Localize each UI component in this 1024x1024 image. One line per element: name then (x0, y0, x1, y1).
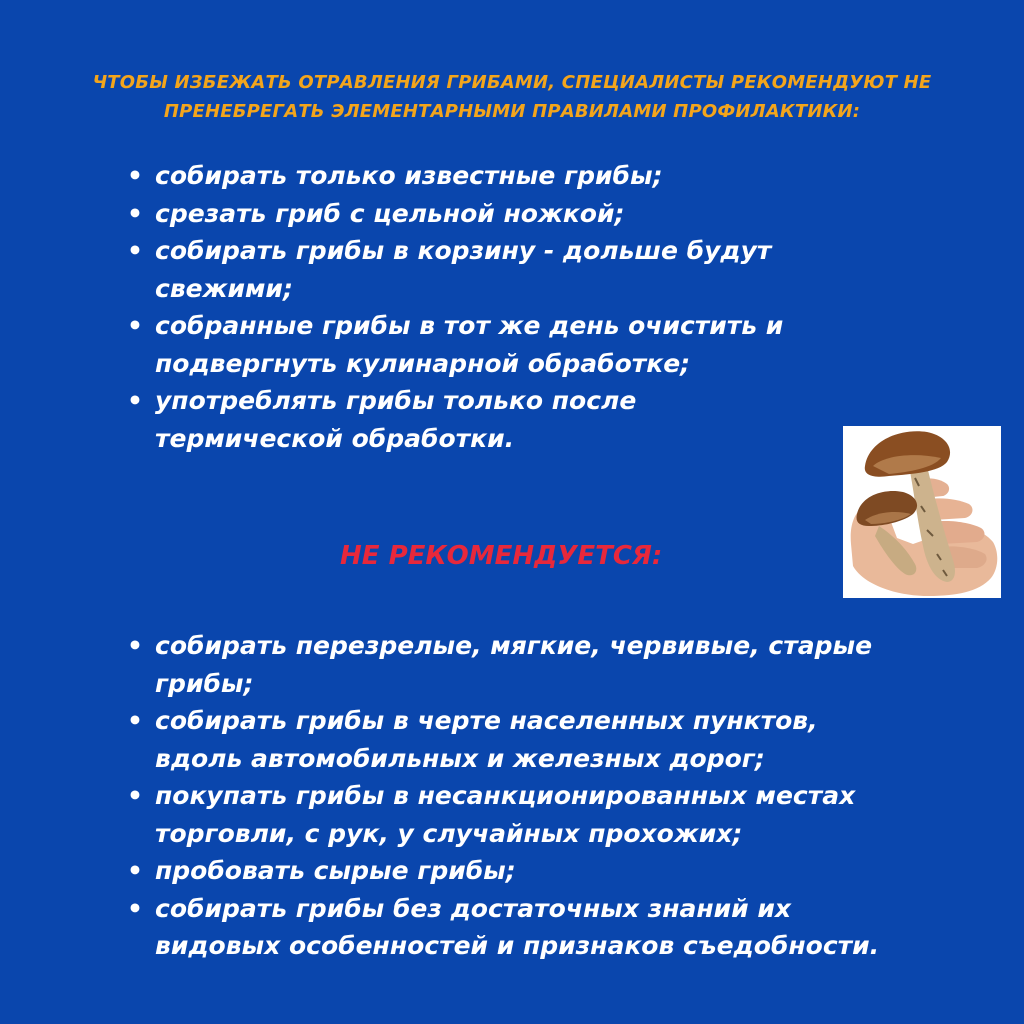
recommended-list (125, 157, 845, 457)
list-item-line: подвергнуть кулинарной обработке; (155, 348, 691, 378)
list-item (125, 852, 935, 890)
list-item-line: собирать грибы в корзину - дольше будут (155, 236, 772, 265)
list-item-line: покупать грибы в несанкционированных местах (155, 781, 856, 810)
list-item-line: торговли, с рук, у случайных прохожих; (155, 818, 743, 848)
list-item-line: собранные грибы в тот же день очистить и (155, 311, 784, 340)
list-item (125, 232, 845, 307)
list-item-line: собирать только известные грибы; (155, 161, 663, 190)
bullet-icon: • (127, 856, 143, 885)
list-item-line: вдоль автомобильных и железных дорог; (155, 743, 765, 773)
list-item-line: видовых особенностей и признаков съедобности. (155, 931, 880, 960)
list-item-line: грибы; (155, 668, 254, 698)
bullet-icon: • (127, 386, 143, 415)
mushroom-photo (843, 426, 1001, 598)
bullet-icon: • (127, 631, 143, 660)
list-item (125, 195, 845, 233)
list-item (125, 702, 935, 777)
list-item (125, 382, 845, 457)
bullet-icon: • (127, 198, 143, 228)
page-heading (20, 68, 1004, 126)
bullet-icon: • (127, 781, 143, 810)
list-item (125, 157, 845, 195)
bullet-icon: • (127, 161, 143, 190)
not-recommended-title: НЕ РЕКОМЕНДУЕТСЯ: (340, 541, 663, 571)
list-item-line: собирать грибы в черте населенных пунктов, (155, 706, 818, 735)
heading-line-2: ПРЕНЕБРЕГАТЬ ЭЛЕМЕНТАРНЫМИ ПРАВИЛАМИ ПРОФИЛАКТИКИ: (163, 101, 861, 122)
list-item-line: употреблять грибы только после (155, 386, 637, 415)
bullet-icon: • (127, 311, 143, 340)
list-item (125, 777, 935, 852)
list-item (125, 890, 935, 965)
bullet-icon: • (127, 236, 143, 265)
list-item-line: термической обработки. (155, 423, 515, 453)
bullet-icon: • (127, 893, 143, 923)
list-item-line: собирать грибы без достаточных знаний их (155, 893, 792, 923)
list-item-line: срезать гриб с цельной ножкой; (155, 198, 625, 228)
list-item-line: свежими; (155, 273, 293, 303)
heading-line-1: ЧТОБЫ ИЗБЕЖАТЬ ОТРАВЛЕНИЯ ГРИБАМИ, СПЕЦИАЛИСТЫ РЕКОМЕНДУЮТ НЕ (92, 72, 932, 93)
list-item (125, 627, 935, 702)
bullet-icon: • (127, 706, 143, 735)
list-item-line: собирать перезрелые, мягкие, червивые, старые (155, 631, 873, 660)
list-item (125, 307, 845, 382)
not-recommended-list (125, 627, 935, 965)
list-item-line: пробовать сырые грибы; (155, 856, 516, 885)
hand-holding-mushrooms-icon (843, 426, 1001, 598)
